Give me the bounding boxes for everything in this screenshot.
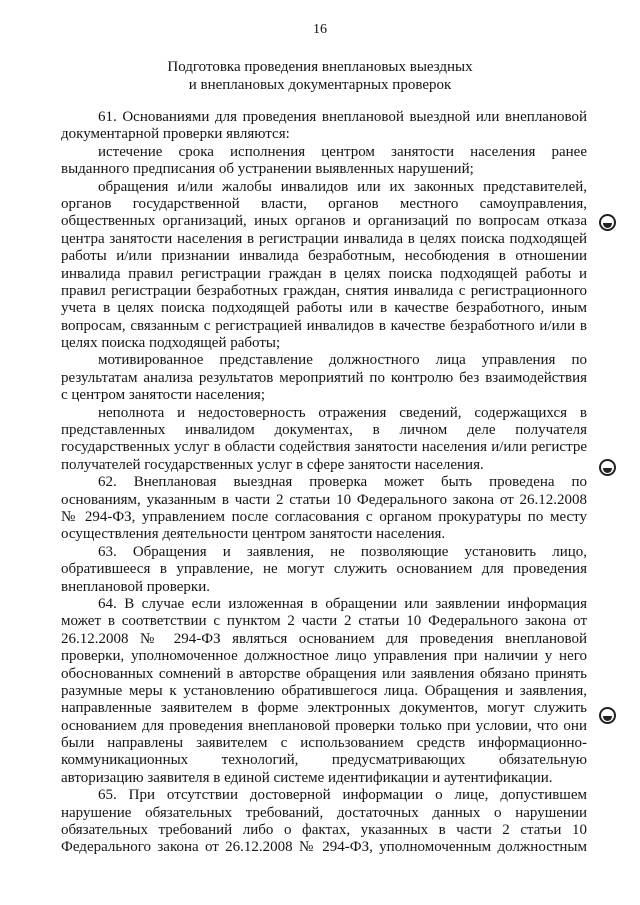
text-line: основаниям, указанным в части 2 статьи 10 Федерального закона от 26.12.2008 (61, 491, 587, 508)
text-line: истечение срока исполнения центром занятости населения ранее (98, 143, 587, 160)
section-title (60, 58, 580, 94)
text-line: документарной проверки являются: (61, 126, 290, 143)
text-line: обязательных требований либо о фактах, указанных в части 2 статьи 10 (61, 822, 587, 839)
text-line: 61. Основаниями для проведения внеплановой выездной или внеплановой (98, 109, 587, 125)
binder-hole-icon (599, 459, 616, 476)
text-line: учета в целях поиска подходящей работы или в качестве безработного, иным (61, 300, 587, 317)
section-title-line-1: Подготовка проведения внеплановых выездных (167, 59, 473, 75)
text-line: обращения и/или жалобы инвалидов или их законных представителей, (98, 178, 587, 195)
binder-hole-icon (599, 707, 616, 724)
text-line: мотивированное представление должностного лица управления по (98, 352, 587, 369)
text-line: обратившееся в управление, не могут служить основанием для проведения (61, 561, 587, 578)
text-line: государственных услуг в области содействия занятости населения и/или регистре (61, 439, 587, 456)
body-text (61, 109, 587, 857)
text-line: 26.12.2008 № 294-ФЗ являться основанием для проведения внеплановой (61, 630, 587, 647)
text-line: 63. Обращения и заявления, не позволяющие установить лицо, (98, 543, 587, 560)
text-line: осуществления деятельности центром занятости населения. (61, 526, 446, 543)
text-line: результатам анализа результатов мероприятий по контролю без взаимодействия (61, 369, 587, 386)
text-line: выданного предписания об устранении выявленных нарушений; (61, 161, 474, 178)
page-number: 16 (313, 22, 327, 37)
text-line: направленные заявителем в форме электронных документов, могут служить (61, 700, 587, 717)
text-line: работы и/или признании инвалида безработным, несобюдения в отношении (61, 248, 587, 265)
text-line: общественных организаций, иных органов и организаций по вопросам отказа (61, 213, 587, 230)
text-line: внеплановой проверки. (61, 578, 210, 595)
text-line: вопросам, связанным с регистрацией инвалидов в качестве безработного и/или в (61, 317, 587, 334)
text-line: проверки, уполномоченное должностное лицо управления при наличии у него (61, 648, 587, 665)
text-line: Федерального закона от 26.12.2008 № 294-ФЗ, уполномоченным должностным (61, 839, 587, 856)
text-line: органов государственной власти, органов местного самоуправления, (61, 195, 587, 212)
text-line: № 294-ФЗ, управлением после согласования с органом прокуратуры по месту (61, 508, 587, 525)
text-line: основанием для проведения внеплановой проверки только при условии, что они (61, 717, 587, 734)
text-line: с центром занятости населения; (61, 387, 265, 404)
text-line: 64. В случае если изложенная в обращении или заявлении информация (98, 595, 587, 612)
text-line: разумные меры к установлению обратившегося лица. Обращения и заявления, (61, 682, 587, 699)
text-line: неполнота и недостоверность отражения сведений, содержащихся в (98, 404, 587, 421)
text-line: инвалида правил регистрации граждан в целях поиска подходящей работы и (61, 265, 587, 282)
text-line: были направлены заявителем с использованием средств информационно- (61, 735, 587, 752)
text-line: целях поиска подходящей работы; (61, 335, 281, 352)
text-line: получателей государственных услуг в сфере занятости населения. (61, 456, 484, 473)
text-line: нарушение обязательных требований, достаточных данных о нарушении (61, 804, 587, 821)
text-line: правил регистрации безработных граждан, снятия инвалида с регистрационного (61, 282, 587, 299)
text-line: коммуникационных технологий, предусматривающих обязательную (61, 752, 587, 769)
text-line: 62. Внеплановая выездная проверка может быть проведена по (98, 474, 587, 491)
text-line: обоснованных сомнений в авторстве обращения или заявления обязано принять (61, 665, 587, 682)
binder-hole-icon (599, 214, 616, 231)
text-line: авторизацию заявителя в единой системе идентификации и аутентификации. (61, 769, 553, 786)
section-title-line-2: и внеплановых документарных проверок (188, 77, 452, 93)
text-line: представленных инвалидом документах, в личном деле получателя (61, 422, 587, 439)
text-line: 65. При отсутствии достоверной информации о лице, допустившем (98, 787, 587, 804)
text-line: центра занятости населения в регистрации инвалида в целях поиска подходящей (61, 230, 587, 247)
text-line: может в соответствии с пунктом 2 части 2 статьи 10 Федерального закона от (61, 613, 587, 630)
